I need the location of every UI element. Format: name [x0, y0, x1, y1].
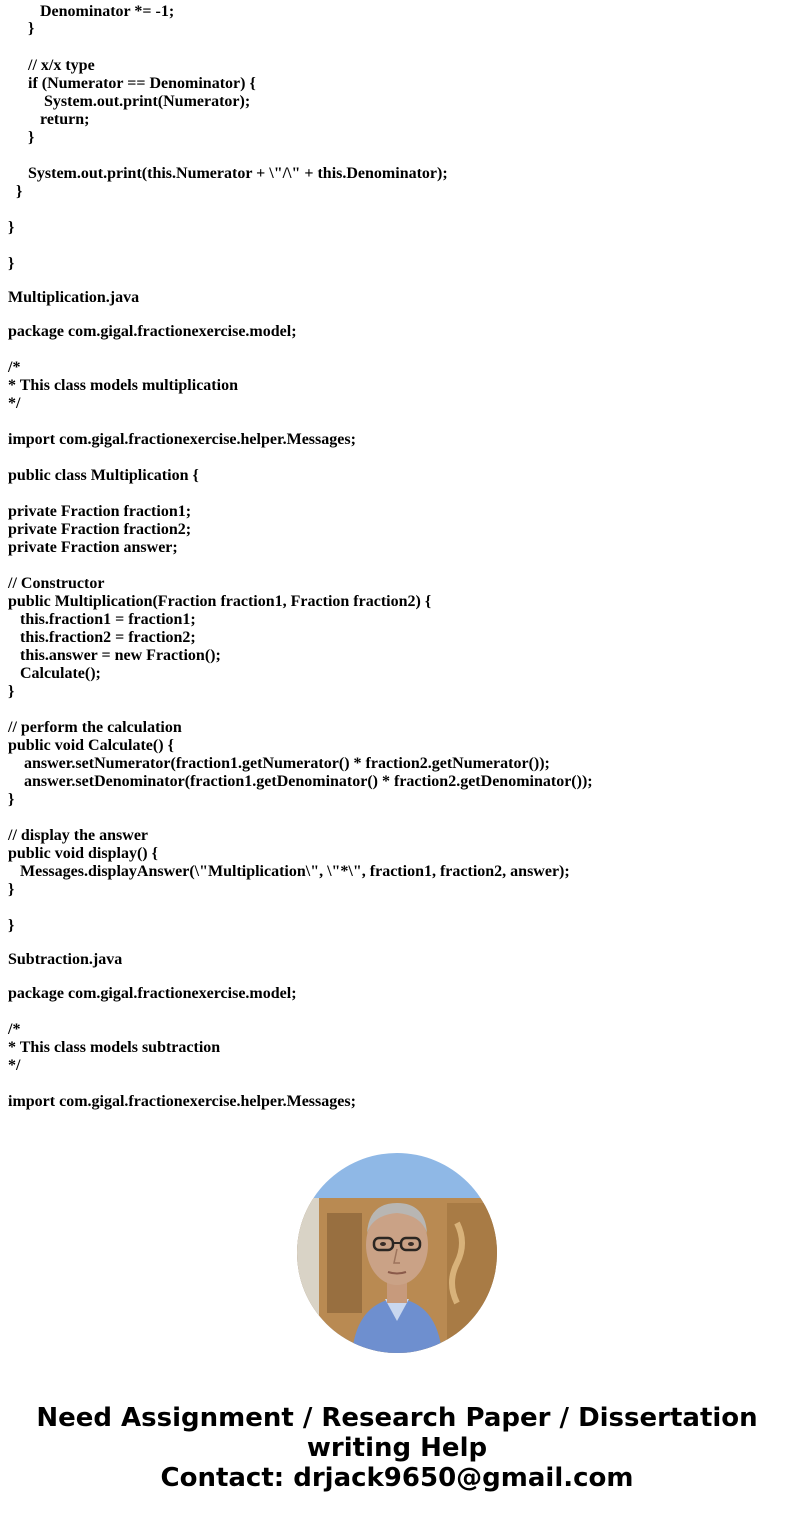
code-line: private Fraction fraction2;: [8, 521, 192, 538]
code-line: private Fraction fraction1;: [8, 503, 192, 520]
code-line: package com.gigal.fractionexercise.model;: [8, 985, 297, 1002]
code-line: // perform the calculation: [8, 719, 182, 736]
code-line: }: [8, 219, 15, 236]
code-line: Messages.displayAnswer(\"Multiplication\", \"*\", fraction1, fraction2, answer);: [8, 863, 570, 880]
code-line: */: [8, 1057, 21, 1074]
code-line: }: [8, 20, 35, 37]
code-line: this.fraction2 = fraction2;: [8, 629, 196, 646]
code-line: // display the answer: [8, 827, 149, 844]
code-line: /*: [8, 1021, 21, 1038]
code-line: if (Numerator == Denominator) {: [8, 75, 256, 92]
code-line: */: [8, 395, 21, 412]
code-line: return;: [8, 111, 90, 128]
banner-line-2: writing Help: [306, 1433, 488, 1463]
code-line: /*: [8, 359, 21, 376]
code-line: public void display() {: [8, 845, 158, 862]
code-line: Calculate();: [8, 665, 101, 682]
code-line: import com.gigal.fractionexercise.helper.Messages;: [8, 431, 356, 448]
help-banner: [0, 1403, 794, 1493]
code-line: answer.setNumerator(fraction1.getNumerator() * fraction2.getNumerator());: [8, 755, 550, 772]
author-photo: [297, 1153, 497, 1353]
code-line: Multiplication.java: [8, 289, 140, 306]
code-line: System.out.print(this.Numerator + \"/\" + this.Denominator);: [8, 165, 448, 182]
banner-line-1: Need Assignment / Research Paper / Dissertation: [36, 1403, 758, 1433]
code-line: System.out.print(Numerator);: [8, 93, 251, 110]
author-portrait-image: [297, 1153, 497, 1353]
code-line: public class Multiplication {: [8, 467, 199, 484]
code-line: private Fraction answer;: [8, 539, 178, 556]
code-line: answer.setDenominator(fraction1.getDenominator() * fraction2.getDenominator());: [8, 773, 593, 790]
code-line: package com.gigal.fractionexercise.model;: [8, 323, 297, 340]
code-line: this.answer = new Fraction();: [8, 647, 221, 664]
code-line: Subtraction.java: [8, 951, 123, 968]
code-line: public Multiplication(Fraction fraction1, Fraction fraction2) {: [8, 593, 432, 610]
code-line: }: [8, 255, 15, 272]
banner-contact: Contact: drjack9650@gmail.com: [160, 1463, 634, 1493]
code-line: }: [8, 129, 35, 146]
code-line: import com.gigal.fractionexercise.helper.Messages;: [8, 1093, 356, 1110]
code-line: Denominator *= -1;: [8, 3, 175, 20]
code-line: * This class models multiplication: [8, 377, 238, 394]
code-line: }: [8, 683, 15, 700]
code-line: // x/x type: [8, 57, 95, 74]
code-line: this.fraction1 = fraction1;: [8, 611, 196, 628]
code-line: }: [8, 183, 23, 200]
code-line: }: [8, 881, 15, 898]
code-line: public void Calculate() {: [8, 737, 174, 754]
code-line: }: [8, 791, 15, 808]
code-line: }: [8, 917, 15, 934]
code-line: * This class models subtraction: [8, 1039, 221, 1056]
code-line: // Constructor: [8, 575, 105, 592]
